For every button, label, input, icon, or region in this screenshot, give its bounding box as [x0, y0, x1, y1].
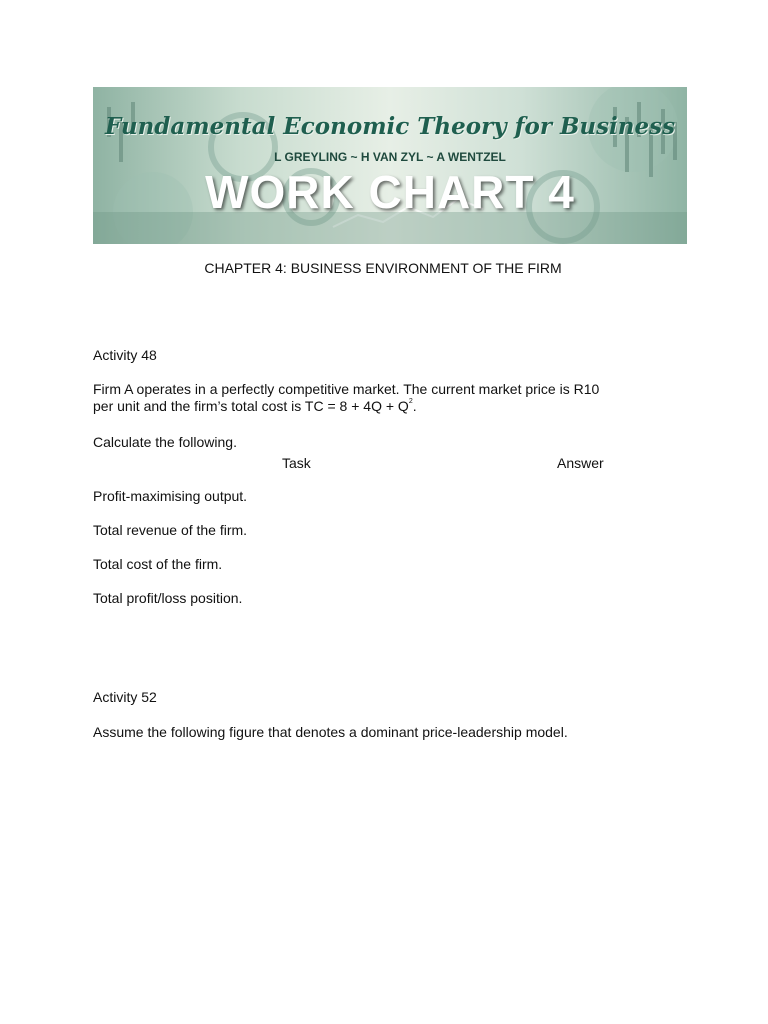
banner-work-chart-heading: WORK CHART 4 — [205, 166, 575, 218]
activity-48-heading: Activity 48 — [93, 347, 157, 363]
exponent-superscript: 2 — [408, 398, 413, 405]
activity-48-intro-period: . — [412, 398, 417, 414]
banner-book-title: Fundamental Economic Theory for Business — [104, 113, 676, 140]
table-row-task: Total cost of the firm. — [93, 556, 223, 572]
table-row-task: Total revenue of the firm. — [93, 522, 248, 538]
chapter-title: CHAPTER 4: BUSINESS ENVIRONMENT OF THE FIRM — [204, 260, 562, 276]
activity-48-intro-line1: Firm A operates in a perfectly competitive market. The current market price is R10 — [93, 381, 600, 397]
activity-52-heading: Activity 52 — [93, 689, 157, 705]
banner-authors: L GREYLING ~ H VAN ZYL ~ A WENTZEL — [274, 150, 506, 164]
activity-48-intro — [93, 381, 673, 415]
table-row-task: Profit-maximising output. — [93, 488, 248, 504]
table-header-answer: Answer — [557, 455, 604, 471]
table-row-task: Total profit/loss position. — [93, 590, 243, 606]
activity-52-intro: Assume the following figure that denotes a dominant price-leadership model. — [93, 724, 568, 740]
activity-48-intro-line2: per unit and the firm’s total cost is TC = 8 + 4Q + Q — [93, 398, 409, 414]
activity-48-instruction: Calculate the following. — [93, 434, 237, 450]
table-header-task: Task — [282, 455, 311, 471]
header-banner — [93, 87, 687, 244]
